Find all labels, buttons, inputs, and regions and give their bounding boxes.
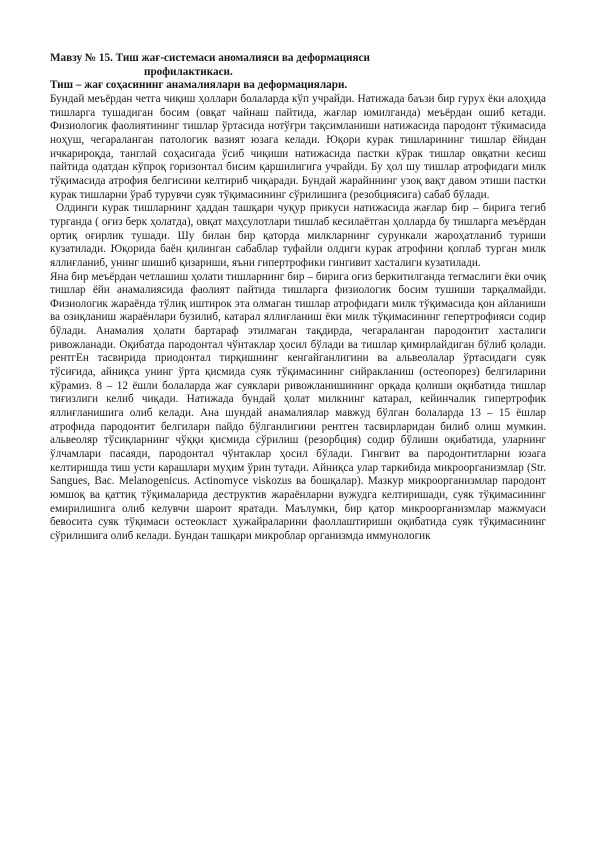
document-title-line-1: Мавзу № 15. Тиш жағ-системаси аномалияси ва деформацияси <box>50 52 370 64</box>
section-heading: Тиш – жағ соҳасининг анамалиялари ва деформациялари. <box>50 79 348 92</box>
paragraph-3: Яна бир меъёрдан четлашиш ҳолати тишларнинг бир – бирига оғиз беркитилганда тегмаслиги ёки очиқ тишлар ёйи анамалиясида фаолият пайтида тишларга физиологик босим тушиши тарқалмайди. Физиологик жараёнда тўлиқ иштирок эта олмаган тишлар атрофидаги милк тўқимасида қон айланиши ва озиқланиш жараёнлари бузилиб, катарал яллиғланиш ёки милк тўқимасининг гепертрофияси содир бўлади. Анамалия ҳолати бартараф этилмаган тақдирда, чегараланган пародонтит хасталиги ривожланади. Оқибатда пародонтал чўнтаклар ҳосил бўлади ва тишлар қимирлайдиган бўлиб қолади. рентгЕн тасвирида приодонтал тирқишнинг кенгайганлигини ва альвеолалар ўртасидаги суяк тўсиғида, айниқса унинг ўрта қисмида суяк тўқимасининг сийракланиш (остеопорез) белгиларини кўрамиз. 8 – 12 ёшли болаларда жағ суяклари ривожланишининг орқада қолиши оқибатида тишлар тиғизлиги келиб чиқади. Натижада бундай ҳолат милкнинг катарал, кейинчалик гипертрофик яллиғланишига олиб келади. Ана шундай анамалиялар мавжуд бўлган болаларда 13 – 15 ёшлар атрофида пародонтит белгилари пайдо бўлганлигини рентген тасвирларидан билиб олиш мумкин. альвеоляр тўсиқларнинг чўққи қисмида сўрилиш (резорбция) содир бўлиши оқибатида, уларнинг ўлчамлари пасаяди, пародонтал чўнтаклар ҳосил бўлади. Гингвит ва пародонтитларни юзага келтиришда тиш усти карашлари муҳим ўрин тутади. Айниқса улар таркибида микроорганизмлар (Str. Sangues, Bac. Melanogenicus. Actinomyce viskozus ва бошқалар). Мазкур микроорганизмлар пародонт юмшоқ ва қаттиқ тўқималарида деструктив жараёнларни вужудга келтиришади, суяк тўқимасининг емирилишига олиб келувчи шароит яратади. Маълумки, бир қатор микроорганизмлар мажмуаси бевосита суяк тўқимаси остеокласт ҳужайраларини фаоллаштириши оқибатида суяк тўқимасининг сўрилишига олиб келади. Бундан ташқари микроблар организмда иммунологик <box>50 270 546 542</box>
paragraph-1: Бундай меъёрдан четга чиқиш ҳоллари болаларда кўп учрайди. Натижада баъзи бир гурух ёки алоҳида тишларга тушадиган босим (овқат чайнаш пайтида, жағлар юмилганда) меъёрдан ошиб кетади. Физиологик фаолиятининг тишлар ўртасида нотўғри тақсимланиши натижасида пародонт тўкимасида ноҳуш, чегараланган патологик вазият юзага келади. Юқори курак тишларининг тишлар ёйидан ичкарироқда, танглай соҳасигада ўсиб чиқиши натижасида пастки кўрак тишлар овқатни кесиш пайтида одатдан кўпроқ горизонтал бисим қаршилигига учрайди. Бу ҳол шу тишлар атрофидаги милк тўқимасида атрофия белгисини келтириб чиқаради. Бундай жарайннинг узоқ вақт давом этиши пастки курак тишларни ўраб турувчи суяк тўқимасининг сўрилишига (резобциясига) сабаб бўлади. <box>50 92 546 201</box>
paragraph-2: Олдинги курак тишларнинг ҳаддан ташқари чуқур прикуси натижасида жағлар бир – бирига тегиб турганда ( оғиз берк ҳолатда), овқат маҳсулотлари тишлаб кесилаётган ҳолларда бу тишларга меъёрдан ортиқ оғирлик тушади. Шу билан бир қаторда милкларнинг сурункали жароҳатланиб туриши кузатилади. Юқорида баён қилинган сабаблар туфайли олдиги курак атрофини қоплаб турган милк яллиғланиб, унинг шишиб қизариши, яъни гипертрофики гингивит хасталиги кузатилади. <box>50 202 546 269</box>
document-title-line-2: профилактикаси. <box>144 65 233 78</box>
document-body <box>50 52 546 544</box>
